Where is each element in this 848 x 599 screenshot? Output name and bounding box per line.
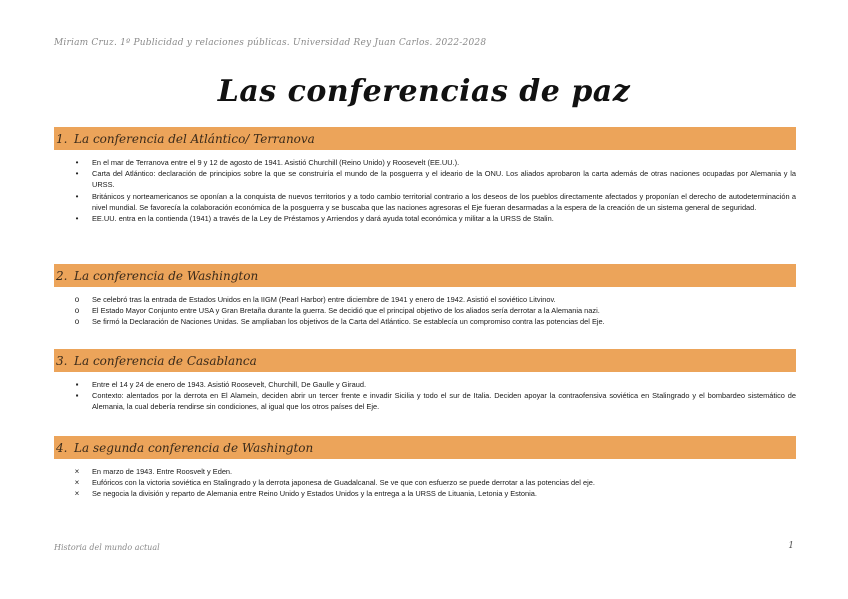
section-heading (54, 127, 796, 150)
bullet-marker: • (75, 214, 79, 224)
section-washington (54, 264, 796, 328)
list-item-text: Se celebró tras la entrada de Estados Unidos en la IIGM (Pearl Harbor) entre diciembre de 1941 y enero de 1942. Asistió el soviético Litvinov. (92, 295, 556, 304)
list-item-text: Eufóricos con la victoria soviética en Stalingrado y la derrota japonesa de Guadalcanal. Se ve que con esfuerzo se puede derrotar a las potencias del eje. (92, 478, 595, 488)
section-casablanca (54, 349, 796, 413)
bullet-marker: • (75, 169, 79, 179)
list-item (54, 488, 796, 499)
section-heading (54, 436, 796, 459)
list-item-text: Contexto: alentados por la derrota en El Alamein, deciden abrir un tercer frente e invadir Sicilia y todo el sur de Italia. Deciden apoyar la contraofensiva soviética en Stalingrado y el bombardeo sistemático de Alemania, la cual debería rendirse sin condiciones, al igual que los otros países del Eje. (92, 391, 796, 412)
list-item-text: En marzo de 1943. Entre Roosvelt y Eden. (92, 467, 233, 476)
list-item-text: Carta del Atlántico: declaración de principios sobre la que se construiría el mundo de la posguerra y el ideario de la ONU. Los aliados aprobaron la carta además de otras naciones ocupadas por Alemania y la URSS. (92, 169, 796, 190)
bullet-marker: • (75, 158, 79, 167)
list-item-text: Británicos y norteamericanos se oponían a la conquista de nuevos territorios y a todo cambio territorial contrario a los deseos de los pueblos directamente afectados y proponían el derecho de autodeterminación a nivel mundial. Se favorecía la colaboración económica de la posguerra y se buscaba que las naciones agresoras el Eje fueran desarmadas a la espera de la creación de un sistema general de seguridad. (92, 191, 796, 212)
list-item-text: Se negocia la división y reparto de Alemania entre Reino Unido y Estados Unidos y la entrega a la URSS de Lituania, Letonia y Estonia. (92, 489, 537, 499)
bullet-marker: ▪ (75, 391, 79, 401)
bullet-list (54, 379, 796, 413)
bullet-list (54, 157, 796, 224)
bullet-marker: × (74, 467, 80, 476)
section-title: La conferencia del Atlántico/ Terranova (74, 131, 315, 146)
list-item (54, 305, 796, 316)
bullet-list (54, 294, 796, 328)
list-item (54, 157, 796, 168)
bullet-marker: o (74, 306, 80, 316)
bullet-marker: o (74, 317, 80, 327)
section-heading (54, 264, 796, 287)
list-item (54, 379, 796, 390)
list-item (54, 477, 796, 488)
list-item-text: El Estado Mayor Conjunto entre USA y Gran Bretaña durante la guerra. Se decidió que el principal objetivo de los aliados sería derrotar a la Alemania nazi. (92, 306, 600, 316)
section-atlantico (54, 127, 796, 224)
section-number: 2. (56, 268, 68, 283)
list-item-text: En el mar de Terranova entre el 9 y 12 de agosto de 1941. Asistió Churchill (Reino Unido) y Roosevelt (EE.UU.). (92, 158, 460, 167)
bullet-marker: • (75, 191, 79, 201)
list-item (54, 390, 796, 412)
footer-course: Historia del mundo actual (54, 543, 160, 552)
section-number: 4. (56, 440, 68, 455)
list-item (54, 213, 796, 224)
section-number: 3. (56, 353, 68, 368)
list-item-text: EE.UU. entra en la contienda (1941) a través de la Ley de Préstamos y Arriendos y dará ayuda total económica y militar a la URSS de Stalin. (92, 214, 554, 224)
page-header: Miriam Cruz. 1º Publicidad y relaciones públicas. Universidad Rey Juan Carlos. 2022-2028 (54, 38, 487, 48)
section-title: La segunda conferencia de Washington (74, 440, 314, 455)
section-number: 1. (56, 131, 68, 146)
list-item-text: Entre el 14 y 24 de enero de 1943. Asistió Roosevelt, Churchill, De Gaulle y Giraud. (92, 380, 367, 389)
document-title: Las conferencias de paz (217, 74, 631, 109)
section-segunda-washington (54, 436, 796, 500)
section-title: La conferencia de Washington (74, 268, 259, 283)
list-item (54, 316, 796, 327)
list-item (54, 191, 796, 213)
bullet-marker: × (74, 489, 80, 499)
list-item (54, 168, 796, 190)
bullet-marker: o (74, 295, 80, 304)
list-item-text: Se firmó la Declaración de Naciones Unidas. Se ampliaban los objetivos de la Carta del Atlántico. Se establecía un compromiso contra las potencias del Eje. (92, 317, 605, 327)
list-item (54, 294, 796, 305)
bullet-marker: × (74, 478, 80, 488)
bullet-list (54, 466, 796, 500)
page-number: 1 (788, 541, 794, 551)
list-item (54, 466, 796, 477)
section-title: La conferencia de Casablanca (74, 353, 257, 368)
section-heading (54, 349, 796, 372)
bullet-marker: ▪ (75, 380, 79, 389)
